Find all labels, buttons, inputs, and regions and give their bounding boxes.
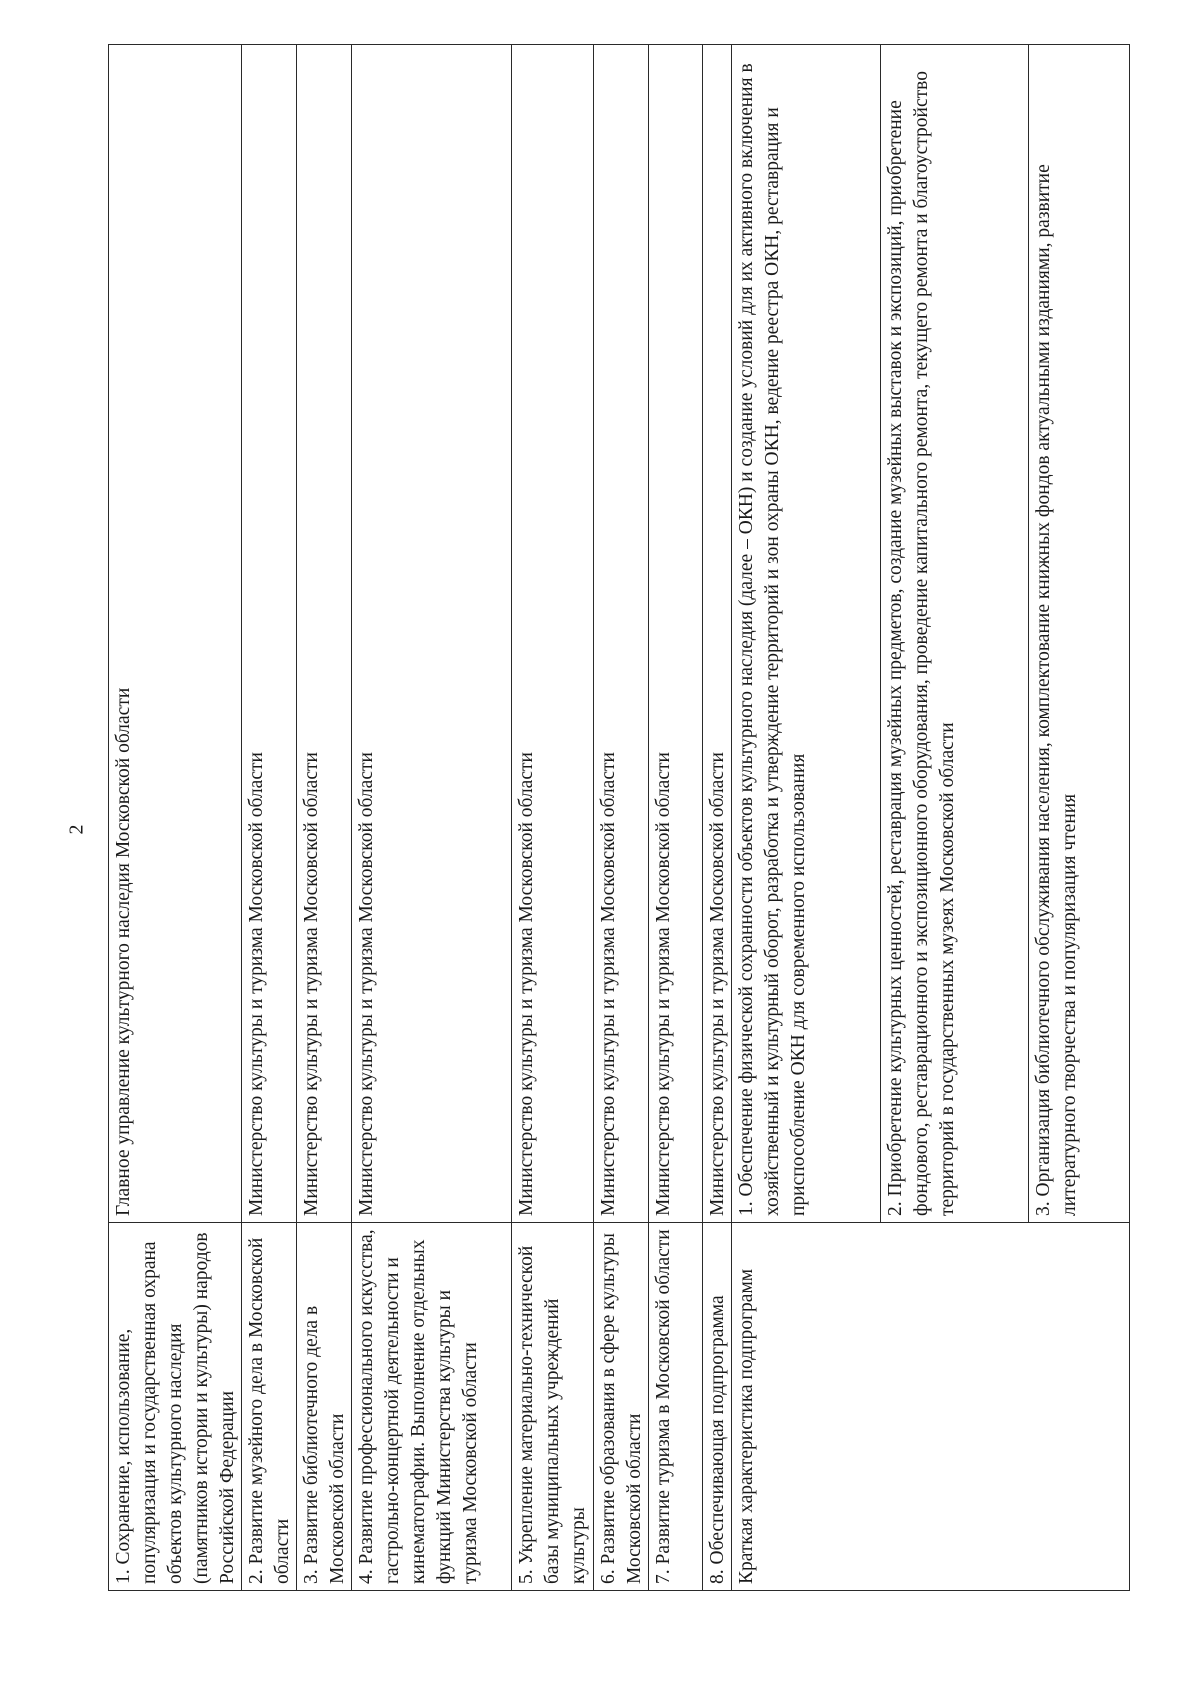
responsible-executor-cell: Министерство культуры и туризма Московской области [594, 45, 649, 1223]
subprogram-name-cell: 6. Развитие образования в сфере культуры Московской области [594, 1223, 649, 1591]
table-row [512, 45, 594, 1591]
table-row [109, 45, 242, 1591]
responsible-executor-cell: Министерство культуры и туризма Московской области [649, 45, 703, 1223]
table-row [297, 45, 352, 1591]
characteristics-item-cell: 3. Организация библиотечного обслуживания населения, комплектование книжных фондов актуальными изданиями, развитие литературного творчества и популяризация чтения [1029, 45, 1130, 1223]
subprogram-name-cell: 3. Развитие библиотечного дела в Московской области [297, 1223, 352, 1591]
responsible-executor-cell: Министерство культуры и туризма Московской области [352, 45, 512, 1223]
responsible-executor-cell: Министерство культуры и туризма Московской области [242, 45, 297, 1223]
subprogram-name-cell: 1. Сохранение, использование, популяризация и государственная охрана объектов культурного наследия (памятников истории и культуры) народов Российской Федерации [109, 1223, 242, 1591]
table-row [649, 45, 703, 1591]
subprogram-name-cell: 8. Обеспечивающая подпрограмма [703, 1223, 732, 1591]
subprogram-name-cell: 7. Развитие туризма в Московской области [649, 1223, 703, 1591]
subprograms-table [108, 44, 1130, 1591]
subprogram-name-cell: 5. Укрепление материально-технической базы муниципальных учреждений культуры [512, 1223, 594, 1591]
responsible-executor-cell: Министерство культуры и туризма Московской области [512, 45, 594, 1223]
responsible-executor-cell: Министерство культуры и туризма Московской области [297, 45, 352, 1223]
table-row [703, 45, 732, 1591]
responsible-executor-cell: Министерство культуры и туризма Московской области [703, 45, 732, 1223]
table-row [242, 45, 297, 1591]
subprogram-name-cell: 2. Развитие музейного дела в Московской области [242, 1223, 297, 1591]
table-row [594, 45, 649, 1591]
characteristics-item-cell: 1. Обеспечение физической сохранности объектов культурного наследия (далее – ОКН) и создание условий для их активного включения в хозяйственный и культурный оборот, разработка и утверждение территорий и зон охраны ОКН, ведение реестра ОКН, реставрация и приспособление ОКН для современного использования [732, 45, 881, 1223]
page-number: 2 [65, 824, 88, 835]
characteristics-label-cell: Краткая характеристика подпрограмм [732, 1223, 1130, 1591]
table-row [352, 45, 512, 1591]
characteristics-item-cell: 2. Приобретение культурных ценностей, реставрация музейных предметов, создание музейных выставок и экспозиций, приобретение фондового, реставрационного и экспозиционного оборудования, проведение капитального ремонта, текущего ремонта и благоустройство территорий в государственных музеях Московской области [880, 45, 1029, 1223]
responsible-executor-cell: Главное управление культурного наследия Московской области [109, 45, 242, 1223]
subprogram-name-cell: 4. Развитие профессионального искусства, гастрольно-концертной деятельности и кинематографии. Выполнение отдельных функций Министерства культуры и туризма Московской области [352, 1223, 512, 1591]
table-row [732, 45, 881, 1591]
rotated-page-content [108, 44, 1130, 1591]
